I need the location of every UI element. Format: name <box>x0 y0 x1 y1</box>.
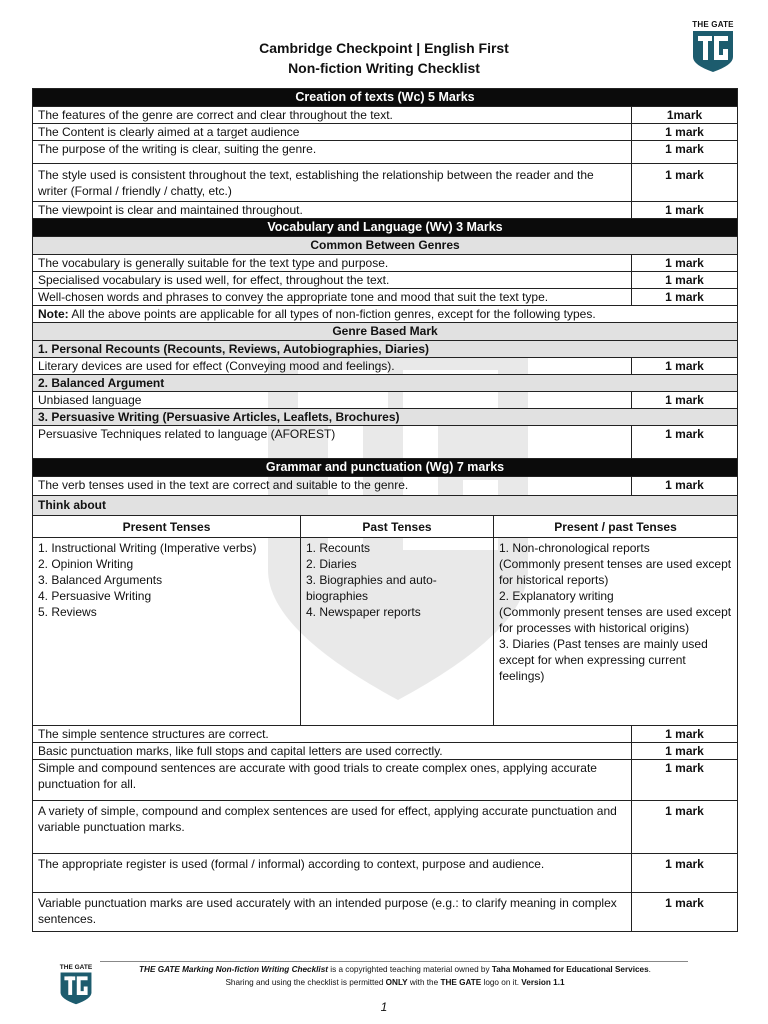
wc-mark: 1mark <box>632 107 738 124</box>
genre-mark: 1 mark <box>632 392 738 409</box>
list-item: 4. Newspaper reports <box>306 605 421 619</box>
wv-mark: 1 mark <box>632 289 738 306</box>
wg-mark: 1 mark <box>632 801 738 854</box>
wg-mark: 1 mark <box>632 893 738 932</box>
list-item: 2. Opinion Writing <box>38 557 134 571</box>
footer-only: ONLY <box>385 978 408 987</box>
list-item: 4. Persuasive Writing <box>38 589 152 603</box>
list-item: 2. Diaries <box>306 557 357 571</box>
note-label: Note: <box>38 307 69 321</box>
wc-criterion: The Content is clearly aimed at a target audience <box>33 124 632 141</box>
wg-mark: 1 mark <box>632 726 738 743</box>
wg-criterion: The appropriate register is used (formal / informal) according to context, purpose and audience. <box>33 854 632 893</box>
page-number: 1 <box>380 1000 388 1014</box>
checklist-table <box>32 88 738 932</box>
list-item: 2. Explanatory writing <box>499 589 614 603</box>
list-item: 3. Biographies and auto-biographies <box>306 573 437 603</box>
footer-logo-wordmark: THE GATE <box>59 964 93 971</box>
list-item: 3. Balanced Arguments <box>38 573 163 587</box>
wg-criterion: A variety of simple, compound and complex sentences are used for effect, applying accurate punctuation and variable punctuation marks. <box>33 801 632 854</box>
genre-category-1: 1. Personal Recounts (Recounts, Reviews, Autobiographies, Diaries) <box>33 341 738 358</box>
footer-text: is a copyrighted teaching material owned by <box>327 965 492 974</box>
document-header <box>0 38 768 78</box>
wv-criterion: Well-chosen words and phrases to convey the appropriate tone and mood that suit the text type. <box>33 289 632 306</box>
list-item: 1. Recounts <box>306 541 371 555</box>
present-tenses-list <box>33 538 301 726</box>
wv-mark: 1 mark <box>632 272 738 289</box>
list-item: (Commonly present tenses are used except for historical reports) <box>499 557 732 587</box>
note-row <box>33 306 738 323</box>
the-gate-logo <box>690 20 736 78</box>
genre-criterion: Persuasive Techniques related to language (AFOREST) <box>33 426 632 459</box>
genre-mark: 1 mark <box>632 426 738 459</box>
genre-criterion: Literary devices are used for effect (Conveying mood and feelings). <box>33 358 632 375</box>
footer-line-1 <box>110 965 680 974</box>
wc-criterion: The viewpoint is clear and maintained throughout. <box>33 202 632 219</box>
wc-mark: 1 mark <box>632 202 738 219</box>
wc-mark: 1 mark <box>632 164 738 202</box>
wg-mark: 1 mark <box>632 854 738 893</box>
wv-criterion: The vocabulary is generally suitable for the text type and purpose. <box>33 255 632 272</box>
wg-mark: 1 mark <box>632 760 738 801</box>
header-line-1: Cambridge Checkpoint | English First <box>259 40 509 56</box>
wv-mark: 1 mark <box>632 255 738 272</box>
wv-criterion: Specialised vocabulary is used well, for effect, throughout the text. <box>33 272 632 289</box>
list-item: 1. Non-chronological reports <box>499 541 650 555</box>
past-tenses-list <box>301 538 494 726</box>
list-item: 1. Instructional Writing (Imperative verbs) <box>38 541 257 555</box>
note-text: All the above points are applicable for all types of non-fiction genres, except for the following types. <box>71 307 596 321</box>
list-item: 3. Diaries (Past tenses are mainly used except for when expressing current feelings) <box>499 637 708 683</box>
wc-section-title: Creation of texts (Wc) 5 Marks <box>33 89 738 107</box>
present-past-tenses-list <box>494 538 738 726</box>
genre-mark: 1 mark <box>632 358 738 375</box>
genre-category-3: 3. Persuasive Writing (Persuasive Articles, Leaflets, Brochures) <box>33 409 738 426</box>
footer-line-2 <box>110 978 680 987</box>
genre-based-title: Genre Based Mark <box>33 323 738 341</box>
think-about-label: Think about <box>33 496 738 516</box>
wc-criterion: The features of the genre are correct and clear throughout the text. <box>33 107 632 124</box>
footer-title: THE GATE Marking Non-fiction Writing Checklist <box>139 965 328 974</box>
wv-section-title: Vocabulary and Language (Wv) 3 Marks <box>33 219 738 237</box>
wg-criterion: The simple sentence structures are correct. <box>33 726 632 743</box>
footer-text: logo on it. <box>481 978 522 987</box>
wg-mark: 1 mark <box>632 477 738 496</box>
list-item: (Commonly present tenses are used except for processes with historical origins) <box>499 605 732 635</box>
footer-text: with the <box>407 978 441 987</box>
wc-criterion: The style used is consistent throughout the text, establishing the relationship between the reader and the writer (Formal / friendly / chatty, etc.) <box>33 164 632 202</box>
list-item: 5. Reviews <box>38 605 97 619</box>
genre-category-2: 2. Balanced Argument <box>33 375 738 392</box>
common-genres-title: Common Between Genres <box>33 237 738 255</box>
footer-gate: THE GATE <box>440 978 482 987</box>
wg-criterion: Basic punctuation marks, like full stops and capital letters are used correctly. <box>33 743 632 760</box>
logo-wordmark: THE GATE <box>692 20 734 29</box>
tg-shield-icon <box>690 29 736 73</box>
footer-version: Version 1.1 <box>521 978 565 987</box>
wg-section-title: Grammar and punctuation (Wg) 7 marks <box>33 459 738 477</box>
footer-owner: Taha Mohamed for Educational Services <box>491 965 649 974</box>
wc-mark: 1 mark <box>632 124 738 141</box>
past-tenses-header: Past Tenses <box>301 516 494 538</box>
wc-mark: 1 mark <box>632 141 738 164</box>
wg-criterion: Variable punctuation marks are used accurately with an intended purpose (e.g.: to clarify meaning in complex sentences. <box>33 893 632 932</box>
footer-text: Sharing and using the checklist is permitted <box>225 978 386 987</box>
present-tenses-header: Present Tenses <box>33 516 301 538</box>
wg-mark: 1 mark <box>632 743 738 760</box>
wc-criterion: The purpose of the writing is clear, suiting the genre. <box>33 141 632 164</box>
present-past-tenses-header: Present / past Tenses <box>494 516 738 538</box>
wg-criterion: The verb tenses used in the text are correct and suitable to the genre. <box>33 477 632 496</box>
genre-criterion: Unbiased language <box>33 392 632 409</box>
wg-criterion: Simple and compound sentences are accurate with good trials to create complex ones, applying accurate punctuation for all. <box>33 760 632 801</box>
footer-text-end: . <box>648 965 651 974</box>
header-line-2: Non-fiction Writing Checklist <box>288 60 480 76</box>
footer-divider <box>100 961 688 962</box>
